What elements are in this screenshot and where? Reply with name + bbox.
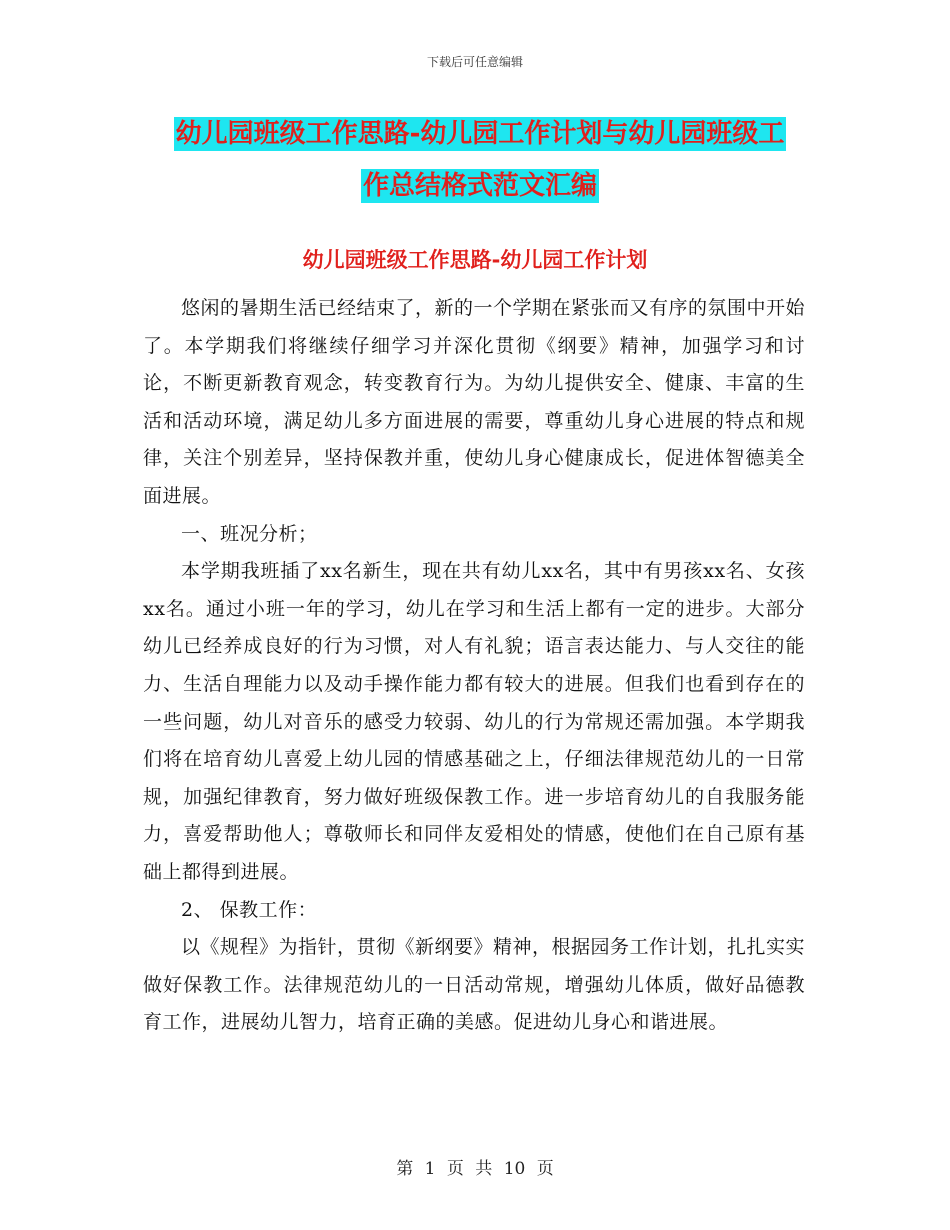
paragraph-class-analysis: 本学期我班插了xx名新生，现在共有幼儿xx名，其中有男孩xx名、女孩xx名。通过小班一年的学习，幼儿在学习和生活上都有一定的进步。大部分幼儿已经养成良好的行为习惯，对人有礼貌；语言表达能力、与人交往的能力、生活自理能力以及动手操作能力都有较大的进展。但我们也看到存在的一些问题，幼儿对音乐的感受力较弱、幼儿的行为常规还需加强。本学期我们将在培育幼儿喜爱上幼儿园的情感基础之上，仔细法律规范幼儿的一日常规，加强纪律教育，努力做好班级保教工作。进一步培育幼儿的自我服务能力，喜爱帮助他人；尊敬师长和同伴友爱相处的情感，使他们在自己原有基础上都得到进展。 xyxy=(143,560,805,883)
document-title-line-1: 幼儿园班级工作思路-幼儿园工作计划与幼儿园班级工 xyxy=(175,119,785,149)
section-heading: 幼儿园班级工作思路-幼儿园工作计划 xyxy=(302,248,648,272)
page-header-note: 下载后可任意编辑 xyxy=(426,55,523,69)
document-title-line-2: 作总结格式范文汇编 xyxy=(362,171,597,201)
document-title xyxy=(145,108,815,212)
document-body xyxy=(143,290,805,1042)
paragraph-care-education: 以《规程》为指针，贯彻《新纲要》精神，根据园务工作计划，扎扎实实做好保教工作。法律规范幼儿的一日活动常规，增强幼儿体质，做好品德教育工作，进展幼儿智力，培育正确的美感。促进幼儿身心和谐进展。 xyxy=(143,936,806,1034)
page-number: 第 1 页 共 10 页 xyxy=(396,1159,554,1179)
paragraph-heading-class-analysis: 一、班况分析； xyxy=(181,522,318,545)
paragraph-heading-care-education: 2、 保教工作： xyxy=(181,898,318,921)
paragraph-intro: 悠闲的暑期生活已经结束了，新的一个学期在紧张而又有序的氛围中开始了。本学期我们将继续仔细学习并深化贯彻《纲要》精神，加强学习和讨论，不断更新教育观念，转变教育行为。为幼儿提供安全、健康、丰富的生活和活动环境，满足幼儿多方面进展的需要，尊重幼儿身心进展的特点和规律，关注个别差异，坚持保教并重，使幼儿身心健康成长，促进体智德美全面进展。 xyxy=(143,297,806,507)
